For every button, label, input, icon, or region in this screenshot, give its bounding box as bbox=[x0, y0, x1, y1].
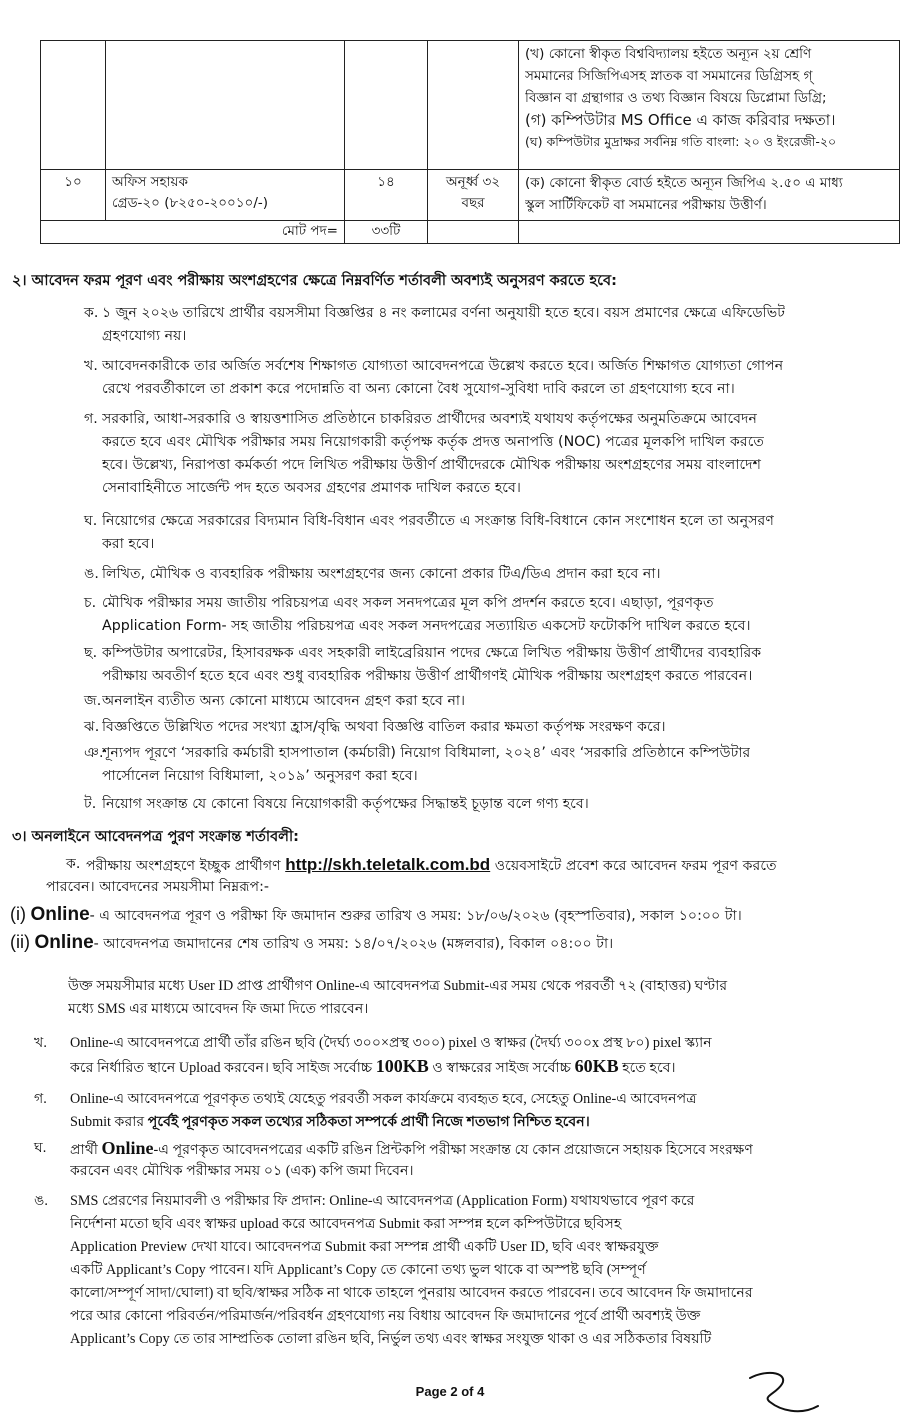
clause-line: করবেন এবং মৌখিক পরীক্ষার সময় ০১ (এক) কপি জমা দিবেন। bbox=[70, 1163, 414, 1179]
clause-line: নিয়োগ সংক্রান্ত যে কোনো বিষয়ে নিয়োগকারী কর্তৃপক্ষের সিদ্ধান্তই চূড়ান্ত বলে গণ্য হবে। bbox=[102, 796, 589, 812]
post-grade: গ্রেড-২০ (৮২৫০-২০০১০/-) bbox=[112, 195, 269, 211]
serial-number: ১০ bbox=[41, 170, 106, 221]
online-word: Online bbox=[34, 932, 94, 953]
online-end-line bbox=[10, 932, 613, 957]
qualification-line: (ঘ) কম্পিউটার মুদ্রাক্ষর সর্বনিম্ন গতি বাংলা: ২০ ও ইংরেজী-২০ bbox=[525, 134, 837, 149]
clause-text: করে নির্ধারিত স্থানে Upload করবেন। ছবি সাইজ সর্বোচ্চ bbox=[70, 1060, 373, 1076]
online-word: Online bbox=[30, 904, 90, 925]
clause-line: কালো/সম্পূর্ণ সাদা/ঘোলা) বা ছবি/স্বাক্ষর সঠিক না থাকে তাহলে পুনরায় আবেদন করতে পারবেন। তবে আবেদন ফি জমাদানের bbox=[70, 1285, 753, 1301]
clause-line: পার্সোনেল নিয়োগ বিধিমালা, ২০১৯’ অনুসরণ করা হবে। bbox=[102, 768, 418, 784]
clause-line: Applicant’s Copy তে তার সাম্প্রতিক তোলা রঙিন ছবি, নির্ভুল তথ্য এবং স্বাক্ষর সংযুক্ত থাকা ও এর সঠিকতার বিষয়টি bbox=[70, 1331, 712, 1347]
clause-marker: ঙ. bbox=[84, 566, 99, 582]
clause-line: পারবেন। আবেদনের সময়সীমা নিম্নরূপ:- bbox=[46, 879, 270, 895]
clause-line: গ্রহণযোগ্য নয়। bbox=[102, 328, 187, 344]
clause-line: Online-এ আবেদনপত্রে পূরণকৃত তথ্যই যেহেতু পরবর্তী সকল কার্যক্রমে ব্যবহৃত হবে, সেহেতু Online-এ আবেদনপত্র bbox=[70, 1091, 697, 1107]
clause-marker: ঝ. bbox=[84, 719, 100, 735]
table-cell-count bbox=[345, 41, 428, 170]
paragraph-line: উক্ত সময়সীমার মধ্যে User ID প্রাপ্ত প্রার্থীগণ Online-এ আবেদনপত্র Submit-এর সময় থেকে পরবর্তী ৭২ (বাহাত্তর) ঘণ্টার bbox=[68, 978, 728, 994]
table-cell-serial bbox=[41, 41, 106, 170]
clause-line: SMS প্রেরণের নিয়মাবলী ও পরীক্ষার ফি প্রদান: Online-এ আবেদনপত্র (Application Form) যথাযথভাবে পূরণ করে bbox=[70, 1193, 695, 1209]
clause-line: রেখে পরবর্তীকালে তা প্রকাশ করে পদোন্নতি বা অন্য কোনো বৈধ সুযোগ-সুবিধা দাবি করলে তা গ্রহণযোগ্য হবে না। bbox=[102, 381, 735, 397]
table-row bbox=[41, 221, 900, 244]
handwritten-signature bbox=[740, 1366, 860, 1418]
clause-line: বিজ্ঞপ্তিতে উল্লিখিত পদের সংখ্যা হ্রাস/বৃদ্ধি অথবা বিজ্ঞপ্তি বাতিল করার ক্ষমতা কর্তৃপক্ষ সংরক্ষণ করে। bbox=[102, 719, 666, 735]
clause-line: শূন্যপদ পূরণে ‘সরকারি কর্মচারী হাসপাতাল (কর্মচারী) নিয়োগ বিধিমালা, ২০২৪’ এবং ‘সরকারি প্রতিষ্ঠানে কম্পিউটার bbox=[102, 745, 751, 761]
clause-text: Submit করার bbox=[70, 1114, 145, 1130]
clause-text: ওয়েবসাইটে প্রবেশ করে আবেদন ফরম পূরণ করতে bbox=[494, 858, 777, 874]
post-table bbox=[40, 40, 900, 244]
clause-text: পরীক্ষায় অংশগ্রহণে ইচ্ছুক প্রার্থীগণ bbox=[86, 858, 281, 874]
clause-marker: জ. bbox=[84, 693, 102, 709]
clause-line: করতে হবে এবং মৌখিক পরীক্ষার সময় নিয়োগকারী কর্তৃপক্ষ কর্তৃক প্রদত্ত অনাপত্তি (NOC) পত্রের মূলকপি দাখিল করতে bbox=[102, 434, 765, 450]
clause-text: প্রার্থী bbox=[70, 1142, 98, 1158]
post-name: অফিস সহায়ক bbox=[112, 174, 188, 190]
table-row bbox=[41, 170, 900, 221]
clause-line: কম্পিউটার অপারেটর, হিসাবরক্ষক এবং সহকারী লাইব্রেরিয়ান পদের ক্ষেত্রে লিখিত পরীক্ষায় উত্তীর্ণ প্রার্থীদের ব্যবহারিক bbox=[102, 645, 762, 661]
clause-line: একটি Applicant’s Copy পাবেন। যদি Applicant’s Copy তে কোনো তথ্য ভুল থাকে বা অস্পষ্ট ছবি (সম্পূর্ণ bbox=[70, 1262, 646, 1278]
clause-marker: ঘ. bbox=[34, 1140, 47, 1156]
clause-marker: ক. bbox=[66, 856, 81, 872]
post-count: ১৪ bbox=[345, 170, 428, 221]
clause-line: মৌখিক পরীক্ষার সময় জাতীয় পরিচয়পত্র এবং সকল সনদপত্রের মূল কপি প্রদর্শন করতে হবে। এছাড়া, পূরণকৃত bbox=[102, 595, 714, 611]
clause-line: অনলাইন ব্যতীত অন্য কোনো মাধ্যমে আবেদন গ্রহণ করা হবে না। bbox=[102, 693, 466, 709]
clause-line: লিখিত, মৌখিক ও ব্যবহারিক পরীক্ষায় অংশগ্রহণের জন্য কোনো প্রকার টিএ/ডিএ প্রদান করা হবে না। bbox=[102, 566, 661, 582]
clause-marker: গ. bbox=[34, 1091, 47, 1107]
clause-line: ১ জুন ২০২৬ তারিখে প্রার্থীর বয়সসীমা বিজ্ঞপ্তির ৪ নং কলামের বর্ণনা অনুযায়ী হতে হবে। বয়স প্রমাণের ক্ষেত্রে এফিডেভিট bbox=[102, 305, 786, 321]
section-3-heading: ৩। অনলাইনে আবেদনপত্র পুরণ সংক্রান্ত শর্তাবলী: bbox=[12, 829, 299, 845]
empty-cell bbox=[519, 221, 900, 244]
paragraph-line: মধ্যে SMS এর মাধ্যমে আবেদন ফি জমা দিতে পারবেন। bbox=[68, 1001, 369, 1017]
online-number: (i) bbox=[10, 904, 26, 924]
clause-bold-text: পূর্বেই পূরণকৃত সকল তথ্যের সঠিকতা সম্পর্কে প্রার্থী নিজে শতভাগ নিশ্চিত হবেন। bbox=[147, 1114, 590, 1130]
table-cell-post bbox=[106, 41, 345, 170]
age-limit-cell bbox=[428, 170, 519, 221]
online-word: Online bbox=[101, 1138, 154, 1158]
clause-marker: খ. bbox=[34, 1035, 47, 1051]
clause-marker: ছ. bbox=[84, 645, 98, 661]
qualification-line: (খ) কোনো স্বীকৃত বিশ্ববিদ্যালয় হইতে অন্যূন ২য় শ্রেণি bbox=[525, 46, 812, 62]
page-number: Page 2 of 4 bbox=[415, 1384, 485, 1399]
clause-line: Application Preview দেখা যাবে। আবেদনপত্র Submit করা সম্পন্ন প্রার্থী একটি User ID, ছবি এবং স্বাক্ষরযুক্ত bbox=[70, 1239, 659, 1255]
clause-marker: গ. bbox=[84, 411, 98, 427]
total-label: মোট পদ= bbox=[41, 221, 345, 244]
qualification-cell bbox=[519, 170, 900, 221]
clause-text: হতে হবে। bbox=[622, 1060, 676, 1076]
qualification-line: স্কুল সার্টিফিকেট বা সমমানের পরীক্ষায় উত্তীর্ণ। bbox=[525, 197, 767, 213]
clause-line: নির্দেশনা মতো ছবি এবং স্বাক্ষর upload করে আবেদনপত্র Submit করা সম্পন্ন হলে কম্পিউটারে ছবিসহ bbox=[70, 1216, 622, 1232]
online-number: (ii) bbox=[10, 932, 30, 952]
clause-marker: ট. bbox=[84, 796, 97, 812]
qualification-line: বিজ্ঞান বা গ্রন্থাগার ও তথ্য বিজ্ঞান বিষয়ে ডিপ্লোমা ডিগ্রি; bbox=[525, 90, 827, 106]
clause-line: আবেদনকারীকে তার অর্জিত সর্বশেষ শিক্ষাগত যোগ্যতা আবেদনপত্রে উল্লেখ করতে হবে। অর্জিত শিক্ষাগত যোগ্যতা গোপন bbox=[102, 358, 784, 374]
sms-payment-paragraph bbox=[68, 975, 898, 1021]
clause-line: করা হবে। bbox=[102, 536, 155, 552]
clause-line: নিয়োগের ক্ষেত্রে সরকারের বিদ্যমান বিধি-বিধান এবং পরবর্তীতে এ সংক্রান্ত বিধি-বিধানে কোন সংশোধন হলে তা অনুসরণ bbox=[102, 513, 774, 529]
clause-line: সরকারি, আধা-সরকারি ও স্বায়ত্তশাসিত প্রতিষ্ঠানে চাকরিরত প্রার্থীদের অবশ্যই যথাযথ কর্তৃপক্ষের অনুমতিক্রমে আবেদন bbox=[102, 411, 757, 427]
online-end-text: - আবেদনপত্র জমাদানের শেষ তারিখ ও সময়: ১৪/০৭/২০২৬ (মঙ্গলবার), বিকাল ০৪:০০ টা। bbox=[93, 936, 614, 952]
age-unit: বছর bbox=[461, 195, 485, 211]
clause-line: পরে আর কোনো পরিবর্তন/পরিমার্জন/পরিবর্ধন গ্রহণযোগ্য নয় বিধায় আবেদন ফি জমাদানের পূর্বে প্রার্থী অবশ্যই উক্ত bbox=[70, 1308, 701, 1324]
application-website-link[interactable]: http://skh.teletalk.com.bd bbox=[285, 855, 491, 874]
qualification-line: (গ) কম্পিউটার MS Office এ কাজ করিবার দক্ষতা। bbox=[525, 111, 836, 129]
online-start-text: - এ আবেদনপত্র পূরণ ও পরীক্ষা ফি জমাদান শুরুর তারিখ ও সময়: ১৮/০৬/২০২৬ (বৃহস্পতিবার), সকাল ১০:০০ টা। bbox=[89, 908, 742, 924]
clause-marker: চ. bbox=[84, 595, 97, 611]
clause-marker: খ. bbox=[84, 358, 98, 374]
photo-size-limit: 100KB bbox=[375, 1056, 429, 1076]
clause-line: পরীক্ষায় অবতীর্ণ হতে হবে এবং শুধু ব্যবহারিক পরীক্ষায় উত্তীর্ণ প্রার্থীগণই মৌখিক পরীক্ষায় অংশগ্রহণ করতে পারবেন। bbox=[102, 668, 753, 684]
age-limit: অনূর্ধ্ব ৩২ bbox=[445, 174, 501, 190]
qualification-line: সমমানের সিজিপিএসহ স্নাতক বা সমমানের ডিগ্রিসহ গ্ bbox=[525, 68, 813, 84]
clause-text: ও স্বাক্ষরের সাইজ সর্বোচ্চ bbox=[432, 1060, 572, 1076]
post-name-cell bbox=[106, 170, 345, 221]
clause-line: Application Form- সহ জাতীয় পরিচয়পত্র এবং সকল সনদপত্রের সত্যায়িত একসেট ফটোকপি দাখিল করতে হবে। bbox=[102, 618, 751, 634]
clause-line: সেনাবাহিনীতে সার্জেন্ট পদ হতে অবসর গ্রহণের প্রমাণক দাখিল করতে হবে। bbox=[102, 480, 521, 496]
online-start-line bbox=[10, 904, 742, 929]
total-value: ৩৩টি bbox=[345, 221, 428, 244]
clause-marker: ঘ. bbox=[84, 513, 98, 529]
clause-marker: ঞ. bbox=[84, 745, 104, 761]
signature-size-limit: 60KB bbox=[574, 1056, 619, 1076]
table-row bbox=[41, 41, 900, 170]
qualification-line: (ক) কোনো স্বীকৃত বোর্ড হইতে অন্যূন জিপিএ ২.৫০ এ মাধ্য bbox=[525, 175, 843, 191]
clause-marker: ক. bbox=[84, 305, 99, 321]
empty-cell bbox=[428, 221, 519, 244]
clause-line: হবে। উল্লেখ্য, নিরাপত্তা কর্মকর্তা পদে লিখিত পরীক্ষায় উত্তীর্ণ প্রার্থীদেরকে মৌখিক পরীক্ষায় অংশগ্রহণের সময় বাংলাদেশ bbox=[102, 457, 761, 473]
clause-marker: ঙ. bbox=[34, 1193, 48, 1209]
clause-text: -এ পূরণকৃত আবেদনপত্রের একটি রঙিন প্রিন্টকপি পরীক্ষা সংক্রান্ত যে কোন প্রয়োজনে সহায়ক হিসেবে সংরক্ষণ bbox=[153, 1142, 753, 1158]
clause-line: Online-এ আবেদনপত্রে প্রার্থী তাঁর রঙিন ছবি (দৈর্ঘ্য ৩০০×প্রস্থ ৩০০) pixel ও স্বাক্ষর (দৈর্ঘ্য ৩০০x প্রস্থ ৮০) pixel স্ক্যান bbox=[70, 1035, 712, 1051]
section-2-heading: ২। আবেদন ফরম পূরণ এবং পরীক্ষায় অংশগ্রহণের ক্ষেত্রে নিম্নবর্ণিত শর্তাবলী অবশ্যই অনুসরণ করতে হবে: bbox=[12, 273, 617, 289]
table-cell-qualification bbox=[519, 41, 900, 170]
table-cell-age bbox=[428, 41, 519, 170]
